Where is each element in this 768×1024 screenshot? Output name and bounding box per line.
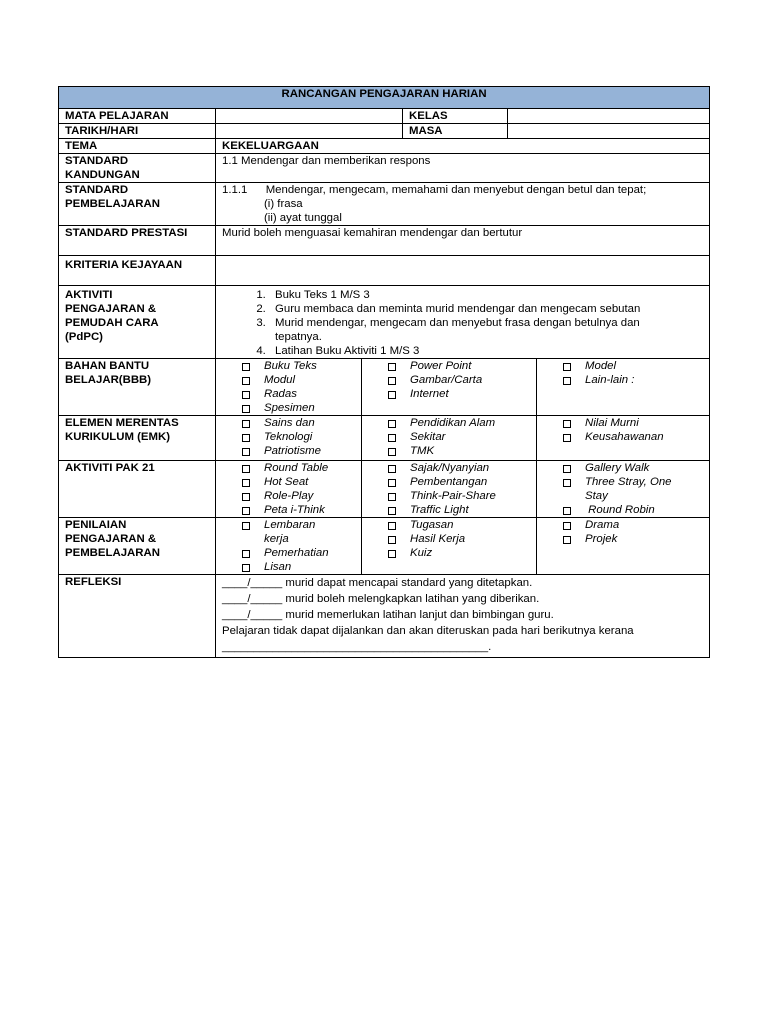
pak21-col2 [362,461,537,518]
emk-option[interactable]: Teknologi [216,430,361,444]
pak21-option-continued: Stay [585,490,608,502]
aktiviti-step: 1. Buku Teks 1 M/S 3 [269,288,689,302]
checkbox-icon[interactable] [563,377,571,385]
standard-pembelajaran-code: 1.1.1 [222,184,248,196]
checkbox-icon[interactable] [242,448,250,456]
bbb-option[interactable]: Lain-lain : [537,373,709,387]
emk-col3 [537,416,710,461]
pak21-option[interactable]: Three Stray, One [537,475,709,489]
penilaian-col2 [362,518,537,575]
penilaian-label-line3: PEMBELAJARAN [65,547,160,559]
aktiviti-list [222,288,689,358]
penilaian-option-continued: kerja [264,533,289,545]
pak21-option[interactable]: Traffic Light [362,503,536,517]
checkbox-icon[interactable] [563,507,571,515]
pak21-option[interactable]: Pembentangan [362,475,536,489]
bbb-option[interactable]: Model [537,359,709,373]
refleksi-line: ____/_____ murid memerlukan latihan lanjut dan bimbingan guru. [222,609,554,621]
penilaian-col1 [216,518,362,575]
checkbox-icon[interactable] [242,465,250,473]
penilaian-option[interactable]: Hasil Kerja [362,532,536,546]
emk-option[interactable]: Sains dan [216,416,361,430]
pak21-option[interactable]: Hot Seat [216,475,361,489]
pak21-col3 [537,461,710,518]
kriteria-label: KRITERIA KEJAYAAN [59,256,216,286]
emk-option[interactable]: Pendidikan Alam [362,416,536,430]
penilaian-option[interactable]: Pemerhatian [216,546,361,560]
tarikh-field[interactable] [216,124,403,139]
penilaian-option[interactable]: Drama [537,518,709,532]
checkbox-icon[interactable] [563,420,571,428]
checkbox-icon[interactable] [388,507,396,515]
pak21-option[interactable]: Gallery Walk [537,461,709,475]
emk-label-line2: KURIKULUM (EMK) [65,431,171,443]
bbb-label [59,359,216,416]
pak21-option[interactable]: Round Robin [537,503,709,517]
standard-kandungan-value: 1.1 Mendengar dan memberikan respons [216,154,710,183]
bbb-label-line2: BELAJAR(BBB) [65,374,152,386]
bbb-option[interactable]: Spesimen [216,401,361,415]
kelas-label: KELAS [403,109,508,124]
rph-form [58,86,709,658]
pak21-col1 [216,461,362,518]
mata-pelajaran-field[interactable] [216,109,403,124]
aktiviti-step: 2. Guru membaca dan meminta murid mendengar dan mengecam sebutan [269,302,689,316]
penilaian-option[interactable]: Lisan [216,560,361,574]
refleksi-label: REFLEKSI [59,575,216,658]
checkbox-icon[interactable] [388,420,396,428]
aktiviti-steps [216,286,710,359]
checkbox-icon[interactable] [242,405,250,413]
aktiviti-step: 4. Latihan Buku Aktiviti 1 M/S 3 [269,344,689,358]
pak21-option[interactable]: Round Table [216,461,361,475]
bbb-option[interactable]: Power Point [362,359,536,373]
standard-pembelajaran-label-line2: PEMBELAJARAN [65,198,160,210]
checkbox-icon[interactable] [388,434,396,442]
standard-pembelajaran-item: (i) frasa [264,198,303,210]
penilaian-option[interactable]: Tugasan [362,518,536,532]
refleksi-line: ____/_____ murid dapat mencapai standard yang ditetapkan. [222,577,533,589]
aktiviti-label-line3: PEMUDAH CARA [65,317,159,329]
checkbox-icon[interactable] [242,493,250,501]
checkbox-icon[interactable] [242,363,250,371]
standard-pembelajaran-text: Mendengar, mengecam, memahami dan menyebut dengan betul dan tepat; [265,184,647,196]
standard-pembelajaran-label-line1: STANDARD [65,184,129,196]
tarikh-label: TARIKH/HARI [59,124,216,139]
bbb-col2 [362,359,537,416]
refleksi-line: ____/_____ murid boleh melengkapkan latihan yang diberikan. [222,593,540,605]
checkbox-icon[interactable] [242,391,250,399]
rph-table [58,86,710,658]
emk-label [59,416,216,461]
mata-pelajaran-label: MATA PELAJARAN [59,109,216,124]
penilaian-label-line1: PENILAIAN [65,519,127,531]
aktiviti-step: 3. Murid mendengar, mengecam dan menyebut frasa dengan betulnya dan tepatnya. [269,316,689,344]
bbb-col1 [216,359,362,416]
standard-pembelajaran-item: (ii) ayat tunggal [264,212,342,224]
checkbox-icon[interactable] [242,507,250,515]
emk-label-line1: ELEMEN MERENTAS [65,417,179,429]
checkbox-icon[interactable] [242,550,250,558]
pak21-label: AKTIVITI PAK 21 [59,461,216,518]
emk-option[interactable]: Patriotisme [216,444,361,458]
emk-col1 [216,416,362,461]
emk-option[interactable]: Keusahawanan [537,430,709,444]
bbb-option[interactable]: Internet [362,387,536,401]
emk-option[interactable]: Sekitar [362,430,536,444]
standard-kandungan-label [59,154,216,183]
standard-kandungan-label-line1: STANDARD [65,155,129,167]
checkbox-icon[interactable] [563,536,571,544]
pak21-option[interactable]: Role-Play [216,489,361,503]
aktiviti-label-line4: (PdPC) [65,331,103,343]
bbb-option[interactable]: Modul [216,373,361,387]
checkbox-icon[interactable] [388,536,396,544]
checkbox-icon[interactable] [388,377,396,385]
emk-option[interactable]: TMK [362,444,536,458]
standard-prestasi-label: STANDARD PRESTASI [59,226,216,256]
refleksi-line: __________________________________________. [222,641,492,653]
penilaian-option[interactable]: Lembaran [216,518,361,532]
checkbox-icon[interactable] [563,363,571,371]
standard-kandungan-label-line2: KANDUNGAN [65,169,140,181]
masa-label: MASA [403,124,508,139]
penilaian-col3 [537,518,710,575]
penilaian-label-line2: PENGAJARAN & [65,533,157,545]
checkbox-icon[interactable] [242,377,250,385]
tema-label: TEMA [59,139,216,154]
pak21-option[interactable]: Think-Pair-Share [362,489,536,503]
standard-pembelajaran-value [216,183,710,226]
checkbox-icon[interactable] [388,479,396,487]
checkbox-icon[interactable] [388,522,396,530]
checkbox-icon[interactable] [388,448,396,456]
standard-pembelajaran-label [59,183,216,226]
bbb-option[interactable]: Buku Teks [216,359,361,373]
masa-field[interactable] [508,124,710,139]
kelas-field[interactable] [508,109,710,124]
checkbox-icon[interactable] [242,479,250,487]
form-title: RANCANGAN PENGAJARAN HARIAN [59,87,710,109]
checkbox-icon[interactable] [563,522,571,530]
pak21-option[interactable]: Peta i-Think [216,503,361,517]
kriteria-field[interactable] [216,256,710,286]
checkbox-icon[interactable] [242,564,250,572]
checkbox-icon[interactable] [563,465,571,473]
emk-option[interactable]: Nilai Murni [537,416,709,430]
bbb-col3 [537,359,710,416]
aktiviti-label-line1: AKTIVITI [65,289,113,301]
checkbox-icon[interactable] [242,420,250,428]
checkbox-icon[interactable] [388,391,396,399]
checkbox-icon[interactable] [563,479,571,487]
penilaian-label [59,518,216,575]
checkbox-icon[interactable] [388,550,396,558]
bbb-option[interactable]: Radas [216,387,361,401]
checkbox-icon[interactable] [242,522,250,530]
aktiviti-label-line2: PENGAJARAN & [65,303,157,315]
checkbox-icon[interactable] [388,493,396,501]
checkbox-icon[interactable] [388,363,396,371]
aktiviti-label [59,286,216,359]
pak21-option[interactable]: Sajak/Nyanyian [362,461,536,475]
checkbox-icon[interactable] [563,434,571,442]
emk-col2 [362,416,537,461]
bbb-label-line1: BAHAN BANTU [65,360,150,372]
checkbox-icon[interactable] [242,434,250,442]
penilaian-option[interactable]: Kuiz [362,546,536,560]
standard-prestasi-value: Murid boleh menguasai kemahiran mendengar dan bertutur [216,226,710,256]
tema-value: KEKELUARGAAN [216,139,710,154]
bbb-option[interactable]: Gambar/Carta [362,373,536,387]
penilaian-option[interactable]: Projek [537,532,709,546]
refleksi-line: Pelajaran tidak dapat dijalankan dan akan diteruskan pada hari berikutnya kerana [222,625,634,637]
refleksi-value [216,575,710,658]
checkbox-icon[interactable] [388,465,396,473]
